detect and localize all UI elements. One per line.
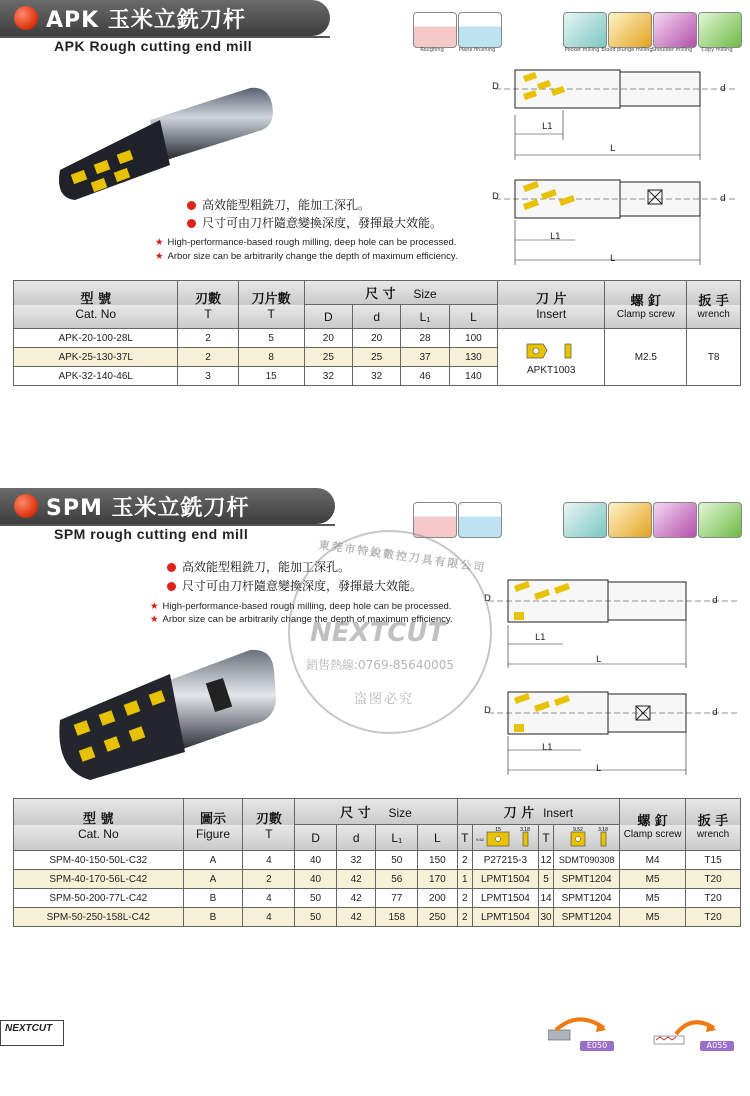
- spm-th-size: 尺 寸 Size: [295, 799, 457, 825]
- spm-th-D: D: [295, 825, 337, 851]
- blood-plunge-milling-label: Blood plunge milling: [601, 47, 653, 53]
- apk-th-wrench: 扳 手 wrench: [687, 281, 741, 329]
- table-row: APK-32-140-46L 3 15 32 32 46 140: [14, 367, 741, 386]
- spm-insert-B-diagram: [554, 825, 620, 851]
- spm-dimension-drawing: [478, 570, 750, 780]
- apk-dim-D-2: D: [492, 192, 499, 202]
- apk-th-cat: 型 號 Cat. No: [14, 281, 178, 329]
- star-icon: ★: [150, 614, 159, 625]
- spm-dim-d: d: [712, 596, 718, 606]
- copy-milling-label: Copy milling: [701, 47, 733, 53]
- spm-th-figure: 圖示 Figure: [183, 799, 243, 851]
- svg-text:15: 15: [495, 826, 502, 833]
- apk-dim-d-2: d: [720, 194, 726, 204]
- apk-feature-en-2: ★ Arbor size can be arbitrarily change the depth of maximum efficiency.: [155, 251, 458, 262]
- apk-dim-D: D: [492, 82, 499, 92]
- apk-feature-1: 高效能型粗銑刀，能加工深孔。: [187, 196, 370, 213]
- apk-title: APK 玉米立銑刀杆: [46, 8, 246, 33]
- spm-th-insert: 刀 片 Insert: [457, 799, 619, 825]
- apk-th-D: D: [304, 305, 352, 329]
- apk-th-insert-count: 刀片數 T: [238, 281, 304, 329]
- shoulder-milling-label: Shoulder milling: [651, 47, 693, 53]
- spm-th-wrench: 扳 手 wrench: [686, 799, 741, 851]
- spm-dim-L-2: L: [596, 764, 602, 774]
- spm-feature-en-2: ★ Arbor size can be arbitrarily change the depth of maximum efficiency.: [150, 614, 453, 625]
- copy-milling-icon: [698, 502, 742, 538]
- apk-spec-table: [13, 280, 741, 386]
- svg-text:3.18: 3.18: [597, 826, 608, 833]
- table-row: APK-25-130-37L 2 8 25 25 37 130: [14, 348, 741, 367]
- apk-dim-L1-2: L1: [550, 232, 561, 242]
- roughing-icon: [413, 12, 457, 48]
- spm-feature-1: 高效能型粗銑刀，能加工深孔。: [167, 558, 350, 575]
- spm-th-L: L: [418, 825, 458, 851]
- plane-finishing-icon: [458, 502, 502, 538]
- badge-e050: E050: [580, 1041, 614, 1051]
- spm-spec-table: [13, 798, 741, 927]
- star-icon: ★: [150, 601, 159, 612]
- svg-text:3.18: 3.18: [520, 826, 531, 833]
- apk-subtitle: APK Rough cutting end mill: [54, 38, 253, 54]
- plane-finishing-label: Plane finishing: [458, 47, 496, 53]
- spm-title: SPM 玉米立銑刀杆: [46, 496, 250, 521]
- spm-feature-2: 尺寸可由刀杆隨意變換深度，發揮最大效能。: [167, 577, 422, 594]
- table-row: SPM-50-200-77L-C42 B 4 50 42 77 200 2 LPMT1504 14 SPMT1204 M5 T20: [14, 889, 741, 908]
- apk-th-screw: 螺 釘 Clamp screw: [605, 281, 687, 329]
- table-row: SPM-50-250-158L-C42 B 4 50 42 158 250 2 LPMT1504 30 SPMT1204 M5 T20: [14, 908, 741, 927]
- spm-tool-photo: [50, 640, 280, 785]
- apk-dim-L: L: [610, 144, 616, 154]
- apk-dimension-drawing: [485, 60, 750, 270]
- pocket-milling-icon: [563, 12, 607, 48]
- badge-a055: A055: [700, 1041, 734, 1051]
- red-bullet-icon: [167, 563, 176, 572]
- spm-th-cat: 型 號 Cat. No: [14, 799, 184, 851]
- watermark-company: 東莞市特銳數控刀具有限公司: [317, 538, 488, 575]
- svg-text:9.52: 9.52: [476, 836, 485, 842]
- apk-header-band: [0, 0, 330, 36]
- apk-tool-photo: [40, 80, 280, 210]
- red-bullet-icon: [187, 201, 196, 210]
- watermark-brand: NEXTCUT: [310, 618, 446, 648]
- spm-dim-L1: L1: [535, 633, 546, 643]
- apk-dim-d: d: [720, 84, 726, 94]
- apk-feature-en-1: ★ High-performance-based rough milling, deep hole can be processed.: [155, 237, 457, 248]
- red-bullet-icon: [14, 494, 38, 518]
- table-row: SPM-40-150-50L-C32 A 4 40 32 50 150 2 P27215-3 12 SDMT090308 M4 T15: [14, 851, 741, 870]
- spm-dim-D: D: [484, 594, 491, 604]
- spm-th-d: d: [336, 825, 376, 851]
- insert-square-icon: [475, 827, 535, 849]
- apk-dim-L1: L1: [542, 122, 553, 132]
- copy-milling-icon: [698, 12, 742, 48]
- shoulder-milling-icon: [653, 12, 697, 48]
- svg-text:9.52: 9.52: [572, 826, 583, 833]
- spm-subtitle: SPM rough cutting end mill: [54, 526, 249, 542]
- apk-th-L: L: [449, 305, 497, 329]
- spm-th-screw: 螺 釘 Clamp screw: [620, 799, 686, 851]
- apk-feature-2: 尺寸可由刀杆隨意變換深度，發揮最大效能。: [187, 214, 442, 231]
- roughing-icon: [413, 502, 457, 538]
- spm-feature-en-1: ★ High-performance-based rough milling, deep hole can be processed.: [150, 601, 452, 612]
- apk-th-blades: 刃數 T: [178, 281, 238, 329]
- blood-plunge-milling-icon: [608, 502, 652, 538]
- spm-th-TB: T: [538, 825, 553, 851]
- star-icon: ★: [155, 251, 164, 262]
- star-icon: ★: [155, 237, 164, 248]
- spm-header-band: [0, 488, 335, 524]
- pocket-milling-icon: [563, 502, 607, 538]
- apk-th-size: 尺 寸 Size: [304, 281, 497, 305]
- watermark-warning: 盗图必究: [354, 692, 415, 707]
- watermark-hotline: 銷售熱線:0769-85640005: [306, 658, 454, 672]
- spm-dim-L1-2: L1: [542, 743, 553, 753]
- spm-th-blades: 刃數 T: [243, 799, 295, 851]
- red-bullet-icon: [14, 6, 38, 30]
- spm-th-TA: T: [457, 825, 472, 851]
- spm-th-L1: L₁: [376, 825, 418, 851]
- apk-insert-cell: APKT1003: [498, 329, 605, 386]
- table-row: APK-20-100-28L 2 5 20 20 28 100 APKT1003 M2.5 T8: [14, 329, 741, 348]
- plane-finishing-icon: [458, 12, 502, 48]
- spm-insert-A-diagram: [472, 825, 538, 851]
- apk-dim-L-2: L: [610, 254, 616, 264]
- red-bullet-icon: [167, 582, 176, 591]
- apk-insert-icon: [521, 340, 581, 362]
- red-bullet-icon: [187, 219, 196, 228]
- apk-th-d: d: [353, 305, 401, 329]
- apk-th-L1: L₁: [401, 305, 449, 329]
- roughing-label: Roughing: [420, 47, 444, 53]
- insert-square-icon: [557, 827, 617, 849]
- apk-th-insert: 刀 片 Insert: [498, 281, 605, 329]
- table-row: SPM-40-170-56L-C42 A 2 40 42 56 170 1 LPMT1504 5 SPMT1204 M5 T20: [14, 870, 741, 889]
- spm-dim-D-2: D: [484, 706, 491, 716]
- spm-dim-L: L: [596, 655, 602, 665]
- blood-plunge-milling-icon: [608, 12, 652, 48]
- pocket-milling-label: Pocket milling: [564, 47, 600, 53]
- spm-dim-d-2: d: [712, 708, 718, 718]
- footer-logo: NEXTCUT: [0, 1020, 64, 1046]
- shoulder-milling-icon: [653, 502, 697, 538]
